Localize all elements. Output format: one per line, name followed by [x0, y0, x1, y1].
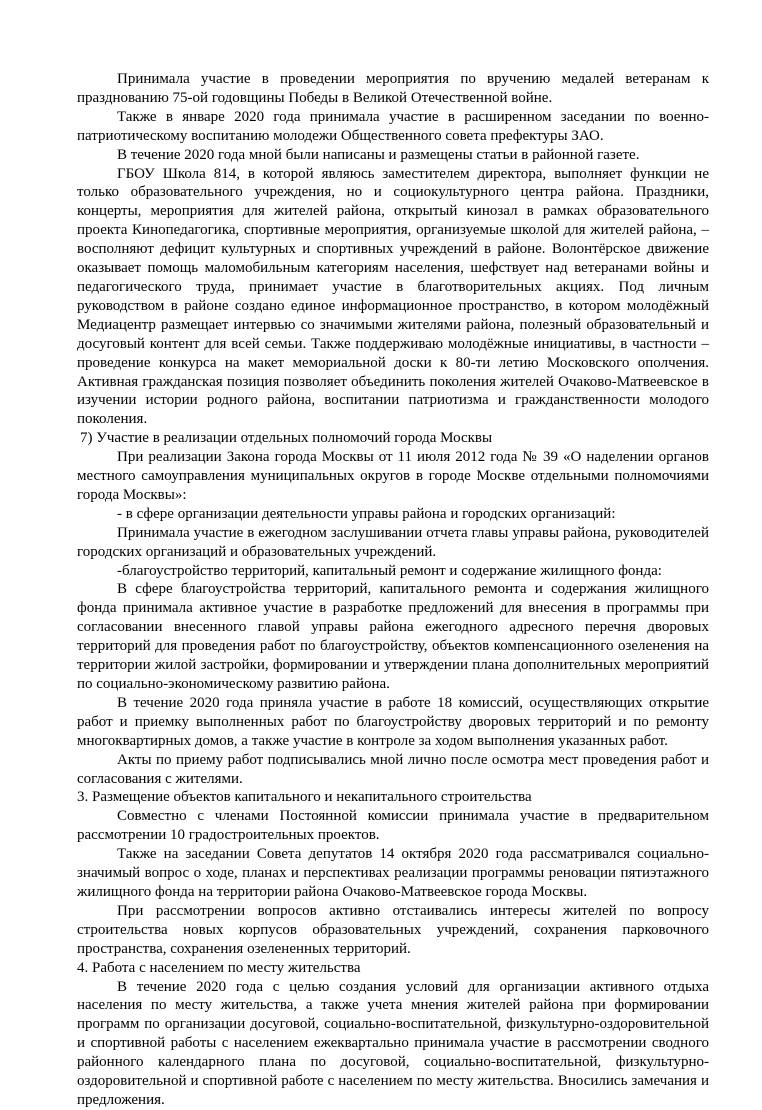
paragraph-commissions: В течение 2020 года приняла участие в работе 18 комиссий, осуществляющих открытие работ и приемку выполненных работ по благоустройству дворовых территорий и по ремонту многоквартирных домов, а также участие в контроле за ходом выполнения указанных работ.: [77, 694, 709, 749]
paragraph-renovation: Также на заседании Совета депутатов 14 октября 2020 года рассматривался социально-значимый вопрос о ходе, планах и перспективах реализации программы реновации пятиэтажного жилищного фонда на территории района Очаково-Матвеевское города Москвы.: [77, 846, 709, 900]
paragraph-school-814: ГБОУ Школа 814, в которой являюсь заместителем директора, выполняет функции не только образовательного учреждения, но и социокультурного центра района. Праздники, концерты, мероприятия для жителей района, открытый кинозал в рамках образовательного проекта Кинопедагогика, спортивные мероприятия, организуемые школой для жителей района, – восполняют дефицит культурных и спортивных учреждений в районе. Волонтёрское движение оказывает помощь маломобильным категориям населения, шефствует над ветеранами войны и педагогического труда, принимает участие в благотворительных акциях. Под личным руководством в районе создано единое информационное пространство, в котором молодёжный Медиацентр размещает интервью со значимыми жителями района, полезный образовательный и досуговый контент для всей семьи. Также поддерживаю молодёжные инициативы, в частности – проведение конкурса на макет мемориальной доски к 80-ти летию Московского ополчения. Активная гражданская позиция позволяет объединить поколения жителей Очаково-Матвеевское в изучении истории родного района, воспитании патриотизма и гражданственности молодого поколения.: [77, 165, 709, 428]
paragraph-district-organization: - в сфере организации деятельности управы района и городских организаций:: [117, 505, 616, 522]
paragraph-medals-veterans: Принимала участие в проведении мероприятия по вручению медалей ветеранам к празднованию 75-ой годовщины Победы в Великой Отечественной войне.: [77, 71, 709, 106]
paragraph-residents-interests: При рассмотрении вопросов активно отстаивались интересы жителей по вопросу строительства новых корпусов образовательных учреждений, сохранения парковочного пространства, сохранения озелененных территорий.: [77, 902, 709, 957]
paragraph-newspaper-articles: В течение 2020 года мной были написаны и размещены статьи в районной газете.: [117, 146, 640, 163]
paragraph-leisure-plan: В течение 2020 года с целью создания условий для организации активного отдыха населения по месту жительства, а также учета мнения жителей района при формировании программ по организации досуговой, социально-воспитательной, физкультурно-оздоровительной и спортивной работы с населением ежеквартально принимала участие в рассмотрении сводного районного календарного плана по досуговой, социально-воспитательной, физкультурно-оздоровительной и спортивной работе с населением по месту жительства. Вносились замечания и предложения.: [77, 978, 709, 1108]
section-heading-4: 4. Работа с населением по месту жительства: [77, 959, 361, 976]
section-heading-3: 3. Размещение объектов капитального и некапитального строительства: [77, 789, 532, 806]
paragraph-improvement-heading: -благоустройство территорий, капитальный ремонт и содержание жилищного фонда:: [117, 562, 662, 579]
paragraph-urban-projects: Совместно с членами Постоянной комиссии принимала участие в предварительном рассмотрении 10 градостроительных проектов.: [77, 808, 709, 844]
paragraph-moscow-law: При реализации Закона города Москвы от 11 июля 2012 года № 39 «О наделении органов местного самоуправления муниципальных округов в городе Москве отдельными полномочиями города Москвы»:: [77, 449, 709, 503]
paragraph-annual-report: Принимала участие в ежегодном заслушивании отчета главы управы района, руководителей городских организаций и образовательных учреждений.: [77, 524, 709, 560]
paragraph-january-meeting: Также в январе 2020 года принимала участие в расширенном заседании по военно-патриотическому воспитанию молодежи Общественного совета префектуры ЗАО.: [77, 108, 709, 144]
paragraph-acceptance-acts: Акты по приему работ подписывались мной лично после осмотра мест проведения работ и согласования с жителями.: [77, 751, 709, 787]
section-heading-7: 7) Участие в реализации отдельных полномочий города Москвы: [80, 430, 493, 447]
document-body: [77, 70, 709, 1110]
paragraph-improvement-details: В сфере благоустройства территорий, капитального ремонта и содержания жилищного фонда принимала активное участие в разработке предложений для внесения в программы при согласовании внесенного главой управы района ежегодного адресного перечня дворовых территорий для проведения работ по благоустройству, объектов компенсационного озеленения на территории жилой застройки, формировании и утверждении плана дополнительных мероприятий по социально-экономическому развитию района.: [77, 581, 709, 692]
